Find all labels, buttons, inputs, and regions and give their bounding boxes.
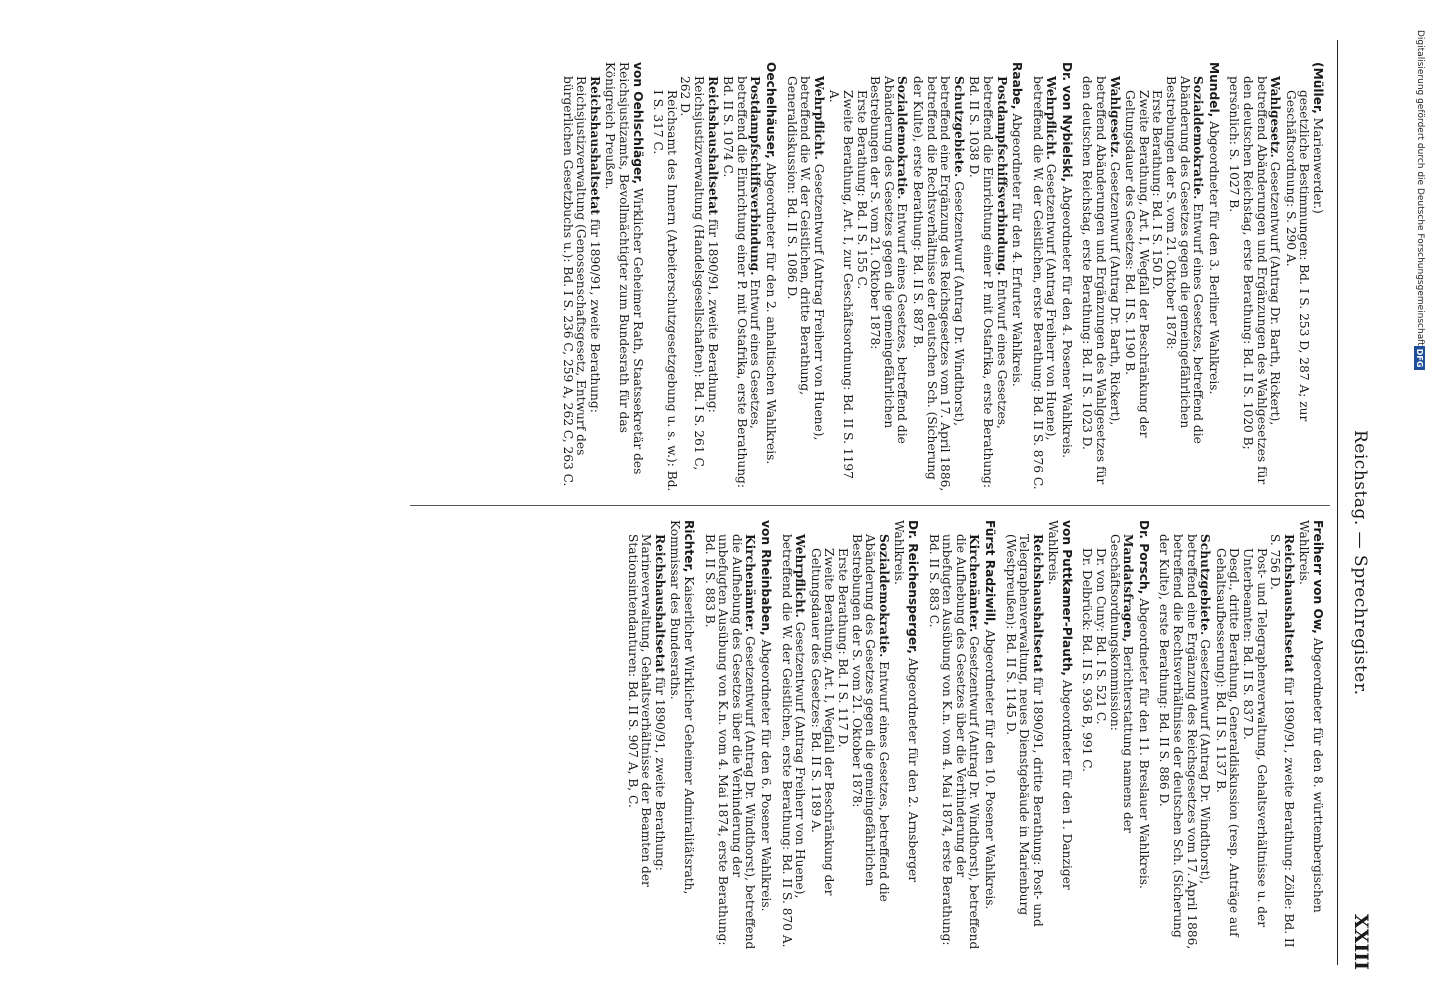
reference-text: Desgl., dritte Berathung, Generaldiskussion (resp. Anträge auf Gehaltsaufbesserung): Bd. II S. 1137 B. bbox=[1213, 548, 1242, 937]
topic-keyword: Reichshaushaltsetat bbox=[705, 76, 720, 215]
topic-keyword: Reichshaushaltsetat bbox=[652, 534, 667, 673]
speaker-role: Abgeordneter für den 10. Posener Wahlkreis. bbox=[982, 629, 997, 910]
speech-reference bbox=[835, 520, 849, 950]
register-entry bbox=[1157, 520, 1324, 950]
reference-text: für 1890/91, dritte Berathung: Post- und Telegraphenverwaltung, neues Dienstgebäude in Marienburg (Westpreußen): Bd. II S. 1145 D. bbox=[1003, 534, 1045, 927]
reference-text: Zweite Berathung, Art. I, zur Geschäftsordnung: Bd. II S. 1197 A. bbox=[827, 90, 855, 479]
topic-keyword: Sozialdemokratie. bbox=[876, 534, 891, 658]
page-header bbox=[1342, 0, 1372, 1000]
speaker-name: (Müller, bbox=[1311, 62, 1325, 114]
speech-reference bbox=[1283, 62, 1310, 492]
reference-text: Reichsamt des Innern (Arbeiterschutzgesetzgebung u. s. w.): Bd. I S. 317 C. bbox=[651, 90, 679, 492]
speech-reference bbox=[721, 62, 762, 492]
register-entry bbox=[625, 520, 695, 950]
topic-keyword: Wehrpflicht. bbox=[811, 76, 826, 160]
left-column bbox=[553, 62, 1324, 492]
register-entry bbox=[702, 520, 772, 950]
reference-text: Gesetzentwurf (Antrag Dr. Windthorst), betreffend eine Ergänzung des Reichsgesetzes vom 17. April 1886, betreffend die Rechtsverhältnisse der deutschen Sch. (Sicherung der Kulte), erste Berathung: Bd. II S. 886 D. bbox=[1157, 534, 1213, 950]
reference-text: Berichterstattung namens der Geschäftsordnungskommission: bbox=[1107, 534, 1136, 833]
topic-keyword: Sozialdemokratie. bbox=[1191, 76, 1206, 200]
reference-text: für 1890/91, zweite Berathung: Reichsjustizverwaltung (Genossenschaftsgesetz, Entwurf des bürgerlichen Gesetzbuchs u.): Bd. I S. 236 C, 259 A, 262 C, 263 C. bbox=[560, 76, 602, 487]
speaker-name: von Puttkamer-Plauth, bbox=[1059, 520, 1074, 677]
speech-reference bbox=[926, 520, 980, 950]
topic-keyword: Mandatsfragen, bbox=[1121, 534, 1136, 643]
topic-keyword: Schutzgebiete. bbox=[951, 76, 966, 178]
reference-text: Entwurf eines Gesetzes, betreffend die Abänderung des Gesetzes gegen die gemeingefährlichen Bestrebungen der S. vom 21. Oktober 1878: bbox=[1164, 76, 1206, 444]
speech-reference bbox=[1107, 520, 1134, 950]
speech-reference bbox=[651, 62, 678, 492]
reference-text: Gesetzentwurf (Antrag Freiherr von Huene), betreffend die W. der Geistlichen, dritte Berathung, Generaldiskussion: Bd. II S. 1086 D. bbox=[784, 76, 826, 441]
reference-text: für 1890/91, zweite Berathung: Marineverwaltung, Gehaltsverhältnisse der Beamten der Stationsintendanturen: Bd. II S. 907 A, B, C. bbox=[625, 534, 667, 887]
topic-keyword: Postdampfschiffsverbindung. bbox=[748, 76, 763, 276]
reference-text: Entwurf eines Gesetzes, betreffend die Abänderung des Gesetzes gegen die gemeingefährlichen Bestrebungen der S. vom 21. Oktober 1878: bbox=[849, 534, 891, 902]
speaker-name: Dr. Reichensperger, bbox=[905, 520, 920, 655]
speaker-name: Dr. Porsch, bbox=[1136, 520, 1151, 595]
register-entry bbox=[1227, 62, 1324, 492]
speaker-role: Abgeordneter für den 1. Danziger Wahlkreis. bbox=[1046, 520, 1074, 890]
speech-reference bbox=[868, 62, 909, 492]
speech-reference bbox=[1157, 520, 1211, 950]
speech-reference bbox=[1163, 62, 1204, 492]
speaker-role: Abgeordneter für den 4. Posener Wahlkreis. bbox=[1059, 186, 1074, 458]
register-entry bbox=[784, 62, 1023, 492]
reference-text: Erste Berathung: Bd. I S. 117 D. bbox=[836, 548, 850, 748]
speech-reference bbox=[1213, 520, 1240, 950]
running-title: Reichstag. — Sprechregister. bbox=[1350, 430, 1370, 696]
speech-reference bbox=[1003, 520, 1044, 950]
reference-text: Gesetzentwurf (Antrag Freiherr von Huene), betreffend die W. der Geistlichen, erste Berathung: Bd. II S. 876 C. bbox=[1030, 76, 1059, 490]
speaker-name: von Rheinbaben, bbox=[759, 520, 774, 636]
speech-reference bbox=[1123, 62, 1150, 492]
topic-keyword: Reichshaushaltsetat bbox=[1281, 534, 1296, 673]
register-entry bbox=[1030, 62, 1073, 492]
topic-keyword: Reichshaushaltsetat bbox=[587, 76, 602, 215]
speech-reference bbox=[827, 62, 854, 492]
reference-text: Gesetzentwurf (Antrag Dr. Windthorst), betreffend eine Ergänzung des Reichsgesetzes vom 17. April 1886, betreffend die Rechtsverhältnisse der deutschen Sch. (Sicherung der Kulte), erste Berathung: Bd. II S. 887 B. bbox=[910, 76, 966, 492]
reference-text: Erste Berathung: Bd. I S. 150 D. bbox=[1150, 90, 1165, 290]
register-entry bbox=[560, 62, 644, 492]
reference-text: Dr. Delbrück: Bd. II S. 936 B, 991 C. bbox=[1080, 548, 1095, 772]
speech-reference bbox=[1240, 520, 1267, 950]
speaker-role: Abgeordneter für den 2. anhaltischen Wahlkreis. bbox=[764, 162, 779, 465]
speaker-role: Abgeordneter für den 11. Breslauer Wahlkreis. bbox=[1136, 598, 1151, 889]
register-entry bbox=[1080, 520, 1150, 950]
speech-reference bbox=[784, 62, 825, 492]
register-entry bbox=[1003, 520, 1073, 950]
right-column bbox=[618, 520, 1324, 950]
speaker-name: Raabe, bbox=[1010, 62, 1025, 110]
column-divider bbox=[410, 505, 1330, 506]
page-number: XXIII bbox=[1350, 913, 1372, 970]
topic-keyword: Wehrpflicht. bbox=[793, 534, 808, 618]
digitization-credit bbox=[1408, 0, 1432, 1000]
reference-text: für 1890/91, zweite Berathung: Reichsjustizverwaltung (Handelsgesellschaften): Bd. I S. 261 C, 262 D. bbox=[678, 76, 720, 471]
topic-keyword: Schutzgebiete. bbox=[1198, 534, 1213, 636]
speech-reference bbox=[808, 520, 835, 950]
register-entry bbox=[926, 520, 996, 950]
speech-reference bbox=[1080, 62, 1121, 492]
speaker-role: Abgeordneter für den 6. Posener Wahlkreis. bbox=[759, 639, 774, 912]
speaker-role: Kaiserlicher Wirklicher Geheimer Admiralitätsrath, Kommissar des Bundesraths. bbox=[668, 520, 697, 895]
speech-reference bbox=[967, 62, 1008, 492]
header-rule bbox=[1337, 40, 1338, 965]
speech-reference bbox=[625, 520, 666, 950]
reference-text: Zweite Berathung, Art. I, Wegfall der Beschränkung der Geltungsdauer des Gesetzes: Bd. II S. 1189 A. bbox=[808, 548, 837, 896]
topic-keyword: Wehrpflicht. bbox=[1044, 76, 1059, 160]
speech-reference bbox=[910, 62, 964, 492]
register-entry bbox=[779, 520, 919, 950]
reference-text: Zweite Berathung, Art. I, Wegfall der Beschränkung der Geltungsdauer des Gesetzes: Bd. II S. 1190 B. bbox=[1123, 90, 1151, 438]
topic-keyword: Wahlgesetz. bbox=[1268, 76, 1283, 158]
reference-text: Gesetzentwurf (Antrag Dr. Windthorst), betreffend die Aufhebung des Gesetzes über die Verhinderung der unbefugten Ausübung von K.n. vom 4. Mai 1874, erste Berathung: Bd. II S. 883 B. bbox=[702, 534, 758, 950]
reference-text: Post- und Telegraphenverwaltung, Gehaltsverhältnisse u. der Unterbeamten: Bd. II S. 837 D. bbox=[1241, 548, 1269, 928]
speech-reference bbox=[779, 520, 806, 950]
speech-reference bbox=[702, 520, 756, 950]
speaker-name: Richter, bbox=[682, 520, 697, 573]
reference-text: Gesetzentwurf (Antrag Freiherr von Huene), betreffend die W. der Geistlichen, erste Berathung: Bd. II S. 870 A. bbox=[779, 534, 808, 948]
reference-text: Dr. von Cuny: Bd. I S. 521 C. bbox=[1094, 548, 1109, 725]
speech-reference bbox=[1227, 62, 1281, 492]
speech-reference bbox=[849, 520, 890, 950]
reference-text: Entwurf eines Gesetzes, betreffend die Einrichtung einer P. mit Ostafrika, erste Berathung: Bd. II S. 1074 C. bbox=[721, 76, 763, 488]
speech-reference bbox=[1150, 62, 1164, 492]
speech-reference bbox=[678, 62, 719, 492]
register-entry bbox=[1080, 62, 1220, 492]
speech-reference bbox=[1080, 520, 1094, 950]
reference-text: Entwurf eines Gesetzes, betreffend die Abänderung des Gesetzes gegen die gemeingefährlichen Bestrebungen der S. vom 21. Oktober 1878: bbox=[868, 76, 910, 444]
speaker-name: Fürst Radziwill, bbox=[982, 520, 997, 626]
topic-keyword: Kirchenämter. bbox=[967, 534, 982, 633]
reference-text: gesetzliche Bestimmungen: Bd. I S. 253 D, 287 A; zur Geschäftsordnung: S. 290 A. bbox=[1283, 90, 1312, 422]
speech-reference bbox=[1094, 520, 1108, 950]
speaker-role: Abgeordneter für den 4. Erfurter Wahlkreis. bbox=[1010, 113, 1025, 387]
speech-reference bbox=[1030, 62, 1057, 492]
reference-text: Erste Berathung: Bd. I S. 155 C. bbox=[854, 90, 869, 290]
topic-keyword: Sozialdemokratie. bbox=[895, 76, 910, 200]
speaker-role: Abgeordneter für den 2. Arnsberger Wahlkreis. bbox=[892, 520, 920, 883]
speaker-role: Marienwerder.) bbox=[1311, 117, 1325, 214]
reference-text: Gesetzentwurf (Antrag Dr. Barth, Rickert), betreffend Abänderungen und Ergänzungen des Wahlgesetzes für den deutschen Reichstag, erste Berathung: Bd. II S. 1023 D. bbox=[1080, 76, 1122, 485]
speech-reference bbox=[854, 62, 868, 492]
topic-keyword: Reichshaushaltsetat bbox=[1030, 534, 1045, 673]
reference-text: Gesetzentwurf (Antrag Dr. Barth, Rickert), betreffend Abänderungen und Ergänzungen des Wahlgesetzes für den deutschen Reichstag, erste Berathung: Bd. II S. 1020 B; persönlich: S. 1027 B. bbox=[1227, 76, 1283, 485]
topic-keyword: Kirchenämter. bbox=[743, 534, 758, 633]
speaker-name: Mundel, bbox=[1206, 62, 1221, 118]
speech-reference bbox=[560, 62, 601, 492]
dfg-logo: DFG bbox=[1415, 346, 1426, 371]
speech-reference bbox=[1268, 520, 1295, 950]
speaker-role: Wirklicher Geheimer Rath, Staatssekretär des Reichsjustizamts, Bevollmächtigter zum Bundesrath für das Königreich Preußen. bbox=[603, 62, 645, 475]
reference-text: Entwurf eines Gesetzes, betreffend die Einrichtung einer P. mit Ostafrika, erste Berathung: Bd. II S. 1038 D. bbox=[967, 76, 1009, 488]
register-entry bbox=[651, 62, 777, 492]
reference-text: Gesetzentwurf (Antrag Dr. Windthorst), betreffend die Aufhebung des Gesetzes über die Verhinderung der unbefugten Ausübung von K.n. vom 4. Mai 1874, erste Berathung: Bd. II S. 883 C. bbox=[926, 534, 982, 950]
speaker-role: Abgeordneter für den 8. württembergischen Wahlkreis. bbox=[1297, 520, 1325, 913]
reference-text: für 1890/91, zweite Berathung: Zölle: Bd. II S. 756 D. bbox=[1268, 534, 1296, 948]
speaker-role: Abgeordneter für den 3. Berliner Wahlkreis. bbox=[1206, 121, 1221, 395]
speaker-name: Dr. von Nybielski, bbox=[1059, 62, 1074, 183]
topic-keyword: Wahlgesetz. bbox=[1107, 76, 1122, 158]
credit-text: Digitalisierung gefördert durch die Deutsche Forschungsgemeinschaft bbox=[1415, 30, 1425, 346]
speaker-name: von Oehlschläger, bbox=[630, 62, 645, 185]
speaker-name: Freiherr von Ow, bbox=[1311, 520, 1325, 634]
speaker-name: Oechelhäuser, bbox=[764, 62, 779, 159]
topic-keyword: Postdampfschiffsverbindung. bbox=[994, 76, 1009, 276]
